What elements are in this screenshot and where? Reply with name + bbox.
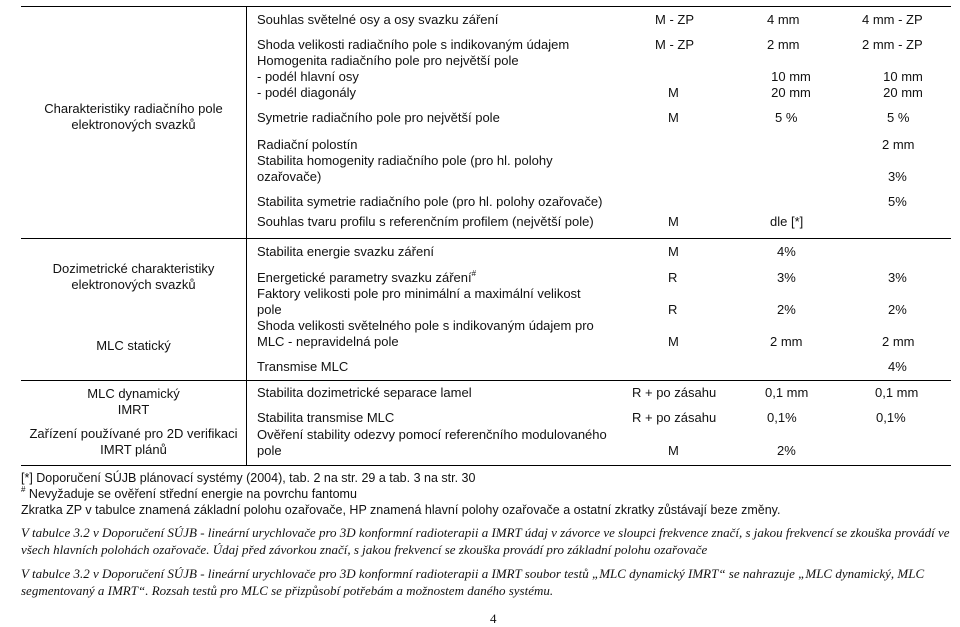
row-1-text: Souhlas světelné osy a osy svazku záření: [257, 12, 499, 27]
row-11-frequency: R: [668, 302, 678, 317]
row-9-frequency: M: [668, 244, 679, 259]
row-15-frequency: R + po zásahu: [632, 410, 717, 425]
row-6-text: Stabilita homogenity radiačního pole (pro hl. polohy ozařovače): [257, 153, 553, 184]
row-10-tolerance: 3%: [777, 270, 796, 285]
table-column-divider: [246, 6, 247, 466]
row-9-tolerance: 4%: [777, 244, 796, 259]
group-divider-2: [21, 380, 951, 381]
row-13-text: Transmise MLC: [257, 359, 349, 374]
page-number: 4: [490, 611, 497, 626]
row-6-action: 3%: [888, 169, 907, 184]
footnote-abbreviations: Zkratka ZP v tabulce znamená základní polohu ozařovače, HP znamená hlavní polohy ozařovače a ostatní zkratky zůstávají beze změny.: [21, 503, 781, 517]
row-2-tolerance: 2 mm: [767, 37, 800, 52]
row-1-frequency: M - ZP: [655, 12, 694, 27]
row-12-frequency: M: [668, 334, 679, 349]
row-7-text: Stabilita symetrie radiačního pole (pro hl. polohy ozařovače): [257, 194, 603, 209]
row-3-tolerance: 10 mm 20 mm: [771, 69, 811, 100]
row-12-tolerance: 2 mm: [770, 334, 803, 349]
row-10-frequency: R: [668, 270, 678, 285]
row-14-tolerance: 0,1 mm: [765, 385, 809, 400]
row-2-text: Shoda velikosti radiačního pole s indikovaným údajem: [257, 37, 570, 52]
row-11-action: 2%: [888, 302, 907, 317]
row-11-text: Faktory velikosti pole pro minimální a maximální velikost pole: [257, 286, 581, 317]
row-10-superscript: #: [471, 269, 477, 278]
row-14-action: 0,1 mm: [875, 385, 919, 400]
row-8-frequency: M: [668, 214, 679, 229]
row-15-tolerance: 0,1%: [767, 410, 797, 425]
row-4-tolerance: 5 %: [775, 110, 798, 125]
footnote-energy-superscript: #: [21, 485, 26, 494]
row-12-action: 2 mm: [882, 334, 915, 349]
row-2-frequency: M - ZP: [655, 37, 694, 52]
row-15-action: 0,1%: [876, 410, 906, 425]
row-10-text: Energetické parametry svazku záření#: [257, 269, 477, 285]
row-4-frequency: M: [668, 110, 679, 125]
row-9-text: Stabilita energie svazku záření: [257, 244, 435, 259]
table-bottom-border: [21, 465, 951, 466]
paragraph-mlc-note: V tabulce 3.2 v Doporučení SÚJB - lineární urychlovače pro 3D konformní radioterapii a IMRT soubor testů „MLC dynamický IMRT“ se nahrazuje „MLC dynamický, MLC segmentovaný a IMRT“. Rozsah testů pro MLC se přizpůsobí potřebám a možnostem daného systému.: [21, 566, 925, 598]
row-3-frequency: M: [668, 85, 679, 100]
footnote-energy: # Nevyžaduje se ověření střední energie na povrchu fantomu: [21, 485, 357, 501]
group-label-mlc-static: MLC statický: [96, 338, 171, 353]
row-2-action: 2 mm - ZP: [862, 37, 923, 52]
row-15-text: Stabilita transmise MLC: [257, 410, 395, 425]
row-5-text: Radiační polostín: [257, 137, 358, 152]
row-8-tolerance: dle [*]: [770, 214, 804, 229]
table-top-border: [21, 6, 951, 7]
row-4-action: 5 %: [887, 110, 910, 125]
paragraph-frequency-note: V tabulce 3.2 v Doporučení SÚJB - lineární urychlovače pro 3D konformní radioterapii a IMRT údaj v závorce ve sloupci frekvence značí, s jakou frekvencí se zkouška provádí ve všech hlavních polohách ozařovače. Údaj před závorkou značí, s jakou frekvencí se zkouška provádí pro základní polohu ozařovače: [21, 525, 950, 557]
group-label-dosimetric: Dozimetrické charakteristiky elektronových svazků: [52, 261, 215, 292]
row-1-tolerance: 4 mm: [767, 12, 800, 27]
row-14-text: Stabilita dozimetrické separace lamel: [257, 385, 472, 400]
row-10-action: 3%: [888, 270, 907, 285]
row-1-action: 4 mm - ZP: [862, 12, 923, 27]
row-16-text: Ověření stability odezvy pomocí referenčního modulovaného pole: [257, 427, 607, 458]
row-3-action: 10 mm 20 mm: [883, 69, 923, 100]
row-7-action: 5%: [888, 194, 907, 209]
row-16-frequency: M: [668, 443, 679, 458]
row-5-action: 2 mm: [882, 137, 915, 152]
group-divider-1: [21, 238, 951, 239]
row-4-text: Symetrie radiačního pole pro největší pole: [257, 110, 500, 125]
footnote-reference: [*] Doporučení SÚJB plánovací systémy (2004), tab. 2 na str. 29 a tab. 3 na str. 30: [21, 471, 476, 485]
row-3-text: Homogenita radiačního pole pro největší pole - podél hlavní osy - podél diagonály: [257, 53, 519, 100]
row-12-text: Shoda velikosti světelného pole s indikovaným údajem pro MLC - nepravidelná pole: [257, 318, 594, 349]
row-8-text: Souhlas tvaru profilu s referenčním profilem (největší pole): [257, 214, 594, 229]
row-14-frequency: R + po zásahu: [632, 385, 717, 400]
row-13-action: 4%: [888, 359, 907, 374]
group-label-radiation-field: Charakteristiky radiačního pole elektronových svazků: [44, 101, 223, 132]
row-16-tolerance: 2%: [777, 443, 796, 458]
group-label-mlc-dynamic: MLC dynamický IMRT: [87, 386, 180, 417]
row-11-tolerance: 2%: [777, 302, 796, 317]
group-label-verification: Zařízení používané pro 2D verifikaci IMRT plánů: [29, 426, 238, 457]
